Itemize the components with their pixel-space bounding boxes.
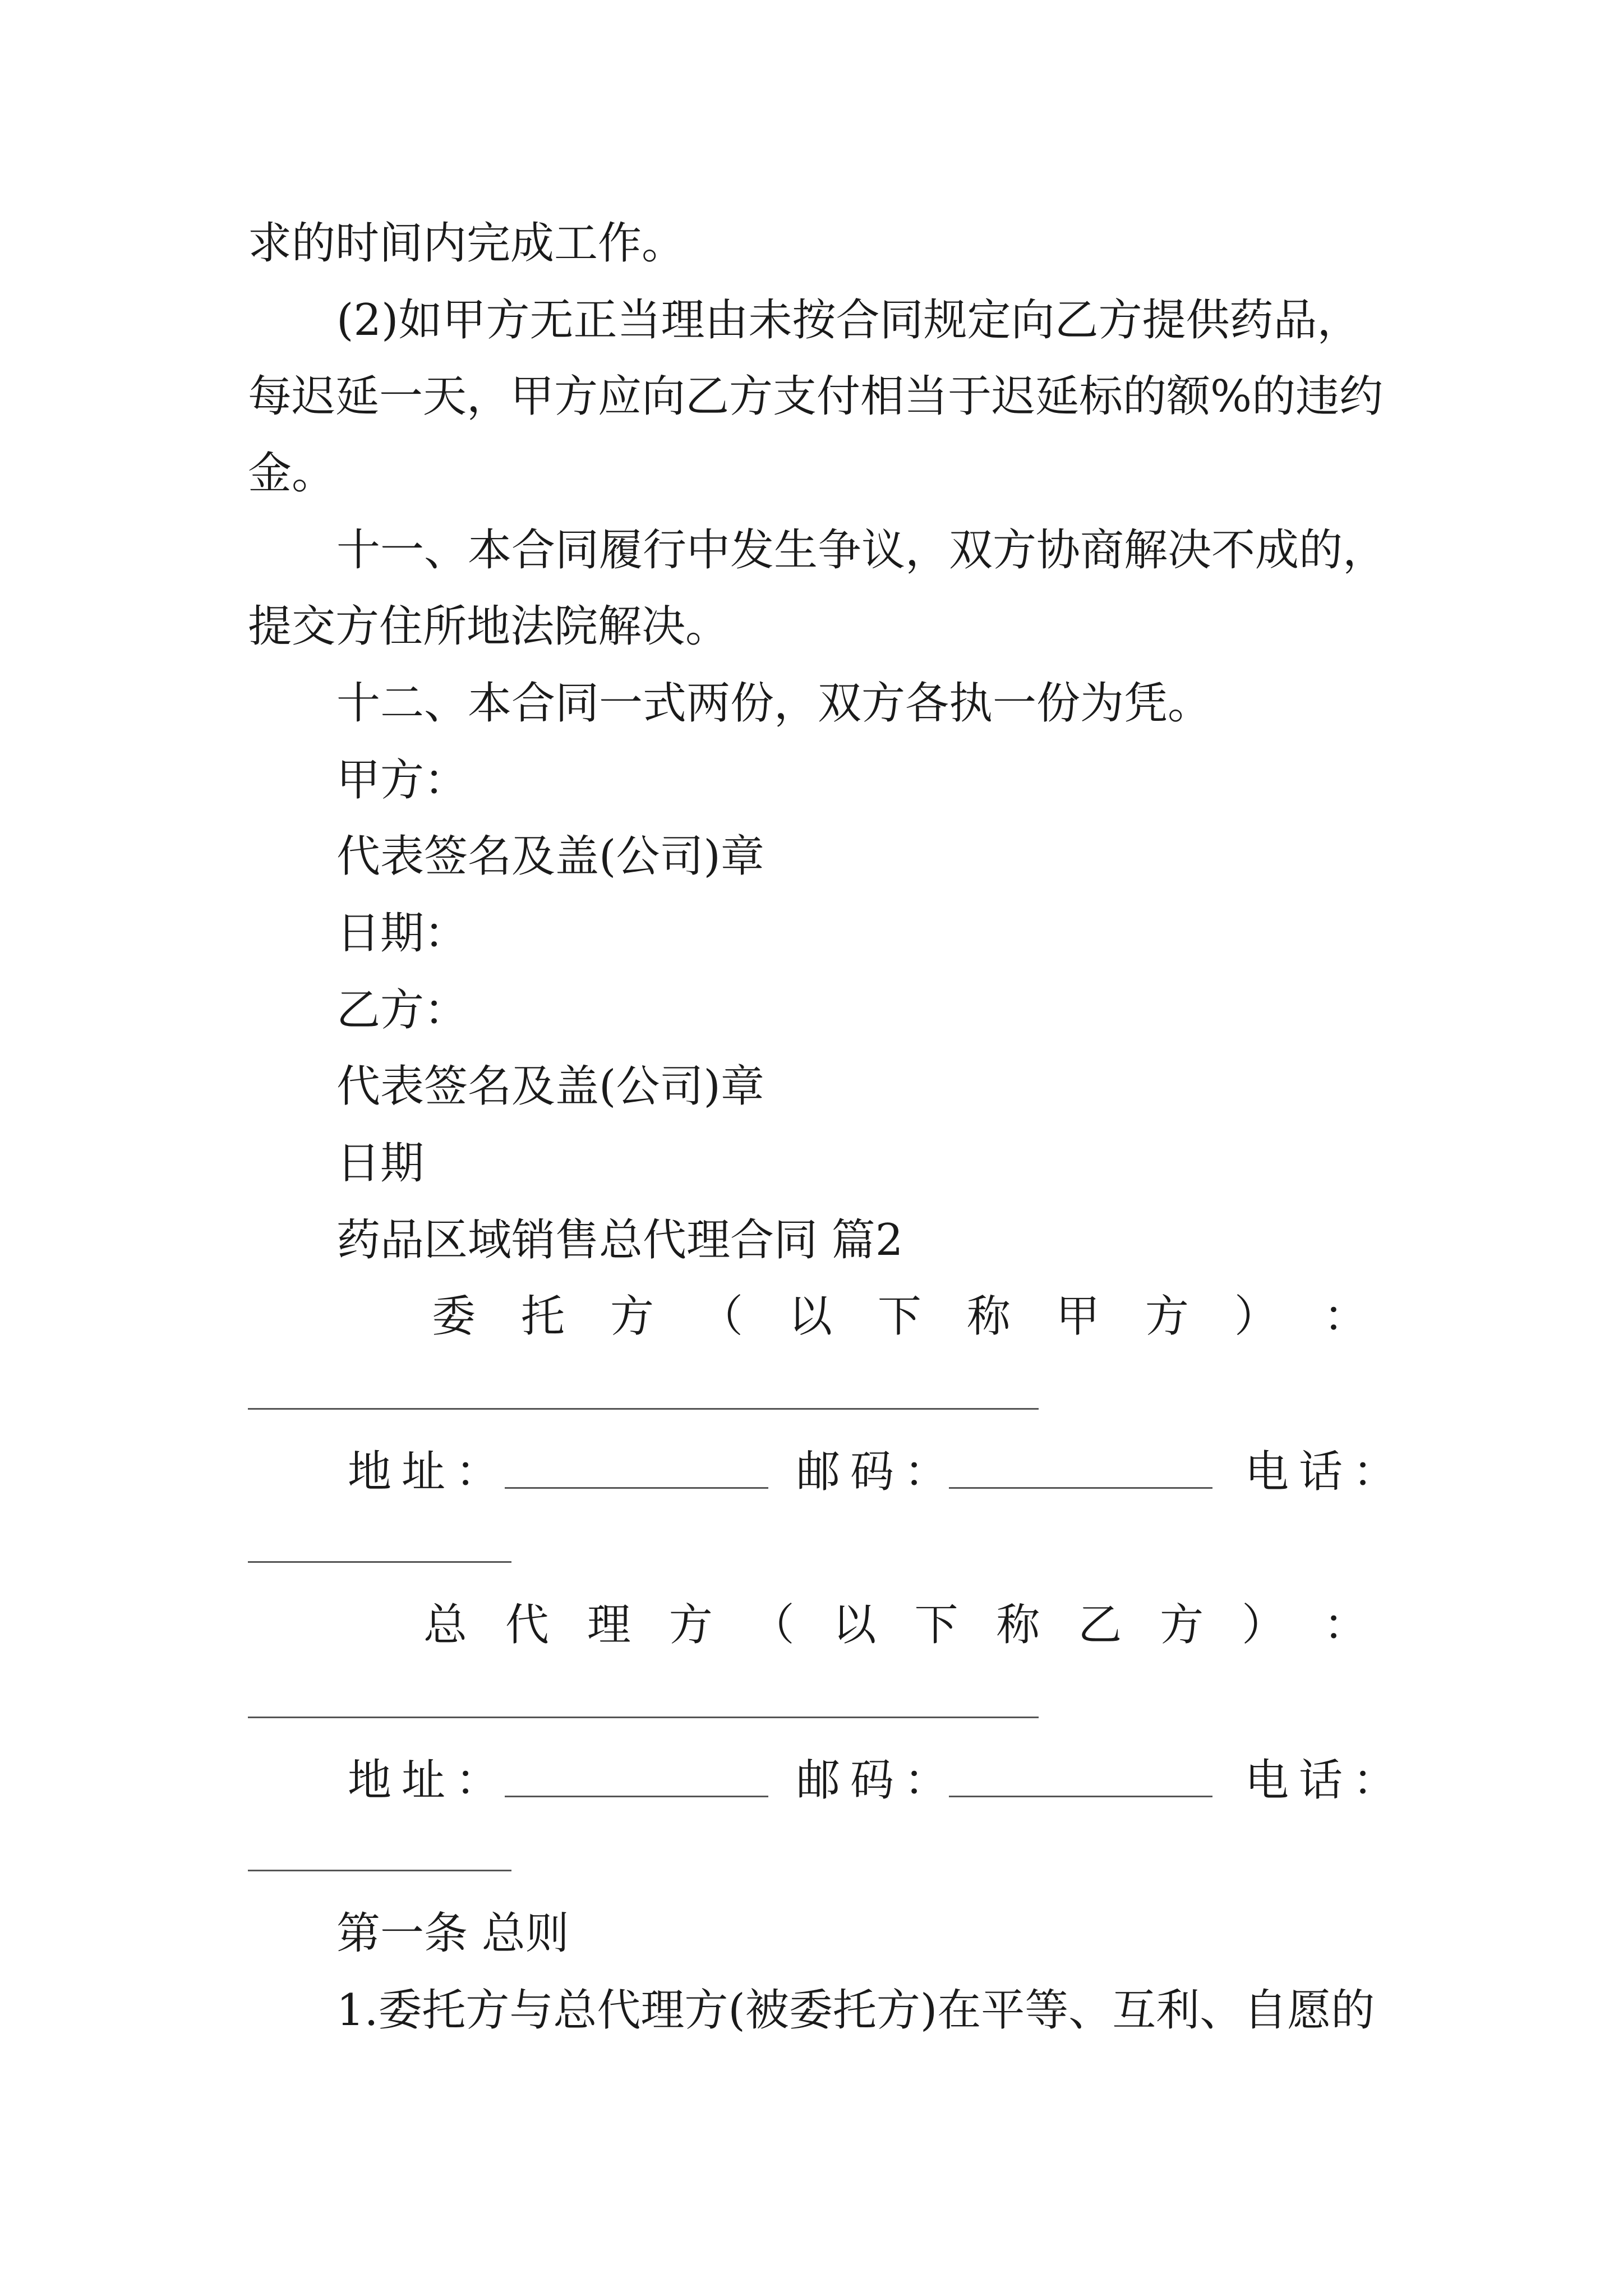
signature-label-party-b: 乙方： <box>336 985 468 1036</box>
signature-label-party-a: 甲方： <box>336 755 468 806</box>
text-line: 提交方住所地法院解决。 <box>248 601 730 652</box>
phone-label: 电话： <box>1245 1755 1407 1806</box>
heading-char: （ <box>750 1600 795 1650</box>
article-title: 第一条 总则 <box>336 1908 569 1959</box>
address-label: 地址： <box>348 1447 510 1497</box>
text-line: 每迟延一天，甲方应向乙方支付相当于迟延标的额%的违约 <box>248 371 1384 422</box>
address-label: 地址： <box>348 1755 510 1806</box>
heading-char: 甲 <box>1055 1291 1100 1342</box>
postcode-blank <box>949 1796 1212 1797</box>
postcode-label: 邮码： <box>796 1447 958 1497</box>
heading-char: 代 <box>505 1600 549 1650</box>
text-line: 十一、本合同履行中发生争议，双方协商解决不成的， <box>336 525 1387 576</box>
heading-char: 乙 <box>1078 1600 1122 1650</box>
address-blank <box>505 1796 768 1797</box>
heading-char: 方 <box>668 1600 713 1650</box>
heading-char: 下 <box>877 1291 921 1342</box>
phone-label: 电话： <box>1245 1447 1407 1497</box>
text-line: 1.委托方与总代理方(被委托方)在平等、互利、自愿的 <box>336 1985 1375 2036</box>
text-line: 金。 <box>248 448 336 499</box>
heading-char: 以 <box>788 1291 832 1342</box>
heading-char: ） <box>1234 1291 1278 1342</box>
heading-char: ： <box>1323 1600 1367 1650</box>
heading-char: 称 <box>966 1291 1011 1342</box>
heading-char: 委 <box>432 1291 476 1342</box>
section-title: 药品区域销售总代理合同 篇2 <box>336 1215 903 1266</box>
heading-char: 总 <box>423 1600 468 1650</box>
text-line: (2)如甲方无正当理由未按合同规定向乙方提供药品， <box>336 295 1361 346</box>
party-b-heading <box>423 1600 1367 1650</box>
party-a-heading <box>432 1291 1367 1342</box>
heading-char: 以 <box>832 1600 877 1650</box>
heading-char: 理 <box>587 1600 631 1650</box>
heading-char: ） <box>1242 1600 1286 1650</box>
seal-label: 代表签名及盖(公司)章 <box>336 1061 764 1112</box>
heading-char: ： <box>1323 1291 1367 1342</box>
text-line: 十二、本合同一式两份，双方各执一份为凭。 <box>336 678 1212 729</box>
party-b-phone-blank <box>248 1870 511 1871</box>
seal-label: 代表签名及盖(公司)章 <box>336 831 764 882</box>
heading-char: 方 <box>610 1291 654 1342</box>
party-b-name-blank <box>248 1717 1039 1718</box>
heading-char: 下 <box>914 1600 958 1650</box>
heading-char: （ <box>699 1291 743 1342</box>
postcode-blank <box>949 1487 1212 1489</box>
heading-char: 托 <box>520 1291 565 1342</box>
party-a-phone-blank <box>248 1561 511 1563</box>
text-line: 求的时间内完成工作。 <box>248 218 686 269</box>
heading-char: 方 <box>1145 1291 1189 1342</box>
postcode-label: 邮码： <box>796 1755 958 1806</box>
address-blank <box>505 1487 768 1489</box>
date-label: 日期 <box>336 1138 425 1189</box>
date-label: 日期： <box>336 908 468 959</box>
heading-char: 方 <box>1160 1600 1204 1650</box>
heading-char: 称 <box>996 1600 1040 1650</box>
party-a-name-blank <box>248 1408 1039 1410</box>
